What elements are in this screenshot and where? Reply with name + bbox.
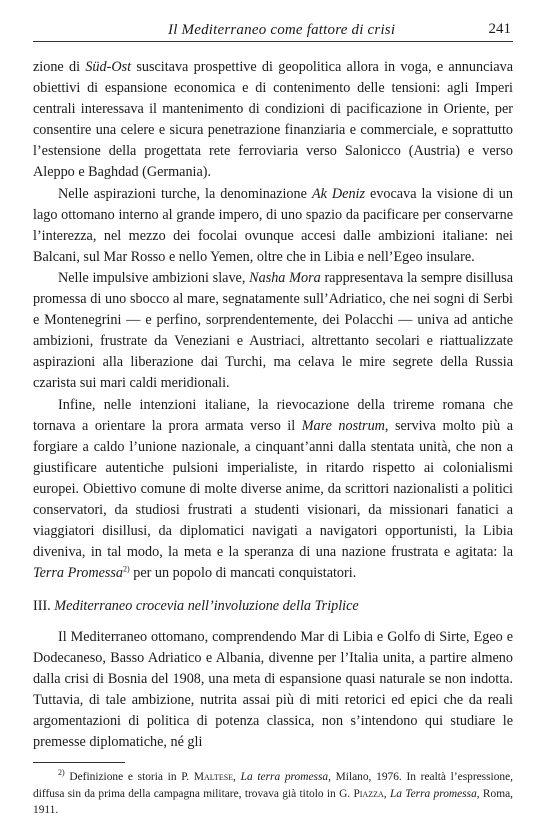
paragraph-3 xyxy=(33,268,513,395)
footnote-text: , Roma, 1911. xyxy=(33,787,513,816)
footnote-text: , xyxy=(233,771,241,783)
footnote-text: , Milano, 1976. In realtà l’espressione, diffusa sin da prima della campagna militare, trovava già titolo in G. xyxy=(33,771,513,800)
footnote-text: Definizione e storia in P. xyxy=(64,771,194,783)
footnote-text: , xyxy=(383,787,390,800)
text-run: per un popolo di mancati conquistatori. xyxy=(129,565,357,582)
paragraph-5: Il Mediterraneo ottomano, comprendendo Mar di Libia e Golfo di Sirte, Egeo e Dodecaneso, Basso Adriatico e Albania, divenne per l’Italia unita, a partire almeno dalla crisi di Bosnia del 1908, una meta di espansione quasi naturale se non indotta. Tuttavia, di tale ambizione, nutrita assai più di miti retorici ed epici che da reali argomentazioni di politica di potenza classica, non s’intendono qui studiare le premesse diplomatiche, né gli xyxy=(33,629,513,751)
body-text xyxy=(33,57,513,584)
section-number: III. xyxy=(33,598,51,614)
text-run: Nelle impulsive ambizioni slave, xyxy=(58,269,250,286)
italic-term: Nasha Mora xyxy=(249,269,321,286)
italic-term: Süd-Ost xyxy=(85,59,132,75)
footnote-author: Maltese xyxy=(193,771,234,783)
italic-term: Mare nostrum xyxy=(301,417,385,434)
section-heading xyxy=(33,596,513,617)
text-run: evocava la visione di un lago ottomano interno al grande impero, di uno spazio da pacificare per conservarne l’interezza, nel mezzo dei focolai ovunque accesi dalle ambizioni italiane: nei Balcani, sul Mar Rosso e nello Yemen, oltre che in Libia e nell’Egeo insulare. xyxy=(33,185,513,265)
footnote xyxy=(33,769,513,819)
text-run: suscitava prospettive di geopolitica allora in voga, e annunciava obiettivi di espansione economica e di contenimento delle tensioni: agli Imperi centrali interessava il mantenimento di condizioni di pacificazione in Oriente, per consentire una celere e sicura penetrazione finanziaria e commerciale, e soprattutto l’estensione della progettata rete ferroviaria verso Salonicco (Austria) e verso Aleppo e Baghdad (Germania). xyxy=(33,59,514,181)
section-title: Mediterraneo crocevia nell’involuzione della Triplice xyxy=(54,598,359,614)
footnote-rule xyxy=(33,762,125,763)
footnote-author: Piazza xyxy=(353,787,384,800)
text-run: Infine, nelle intenzioni italiane, la rievocazione della trireme romana che tornava a orientare la prora armata verso il xyxy=(33,396,513,434)
section-text xyxy=(33,627,513,754)
text-run: Nelle aspirazioni turche, la denominazione xyxy=(58,185,312,202)
footnote-work-title: La Terra promessa xyxy=(389,787,477,800)
text-run: zione di xyxy=(33,59,86,75)
italic-term: Ak Deniz xyxy=(311,185,366,202)
footnote-reference[interactable]: 2) xyxy=(123,564,130,574)
page-number: 241 xyxy=(488,21,511,37)
italic-term: Terra Promessa xyxy=(33,565,124,582)
footnote-marker: 2) xyxy=(58,768,65,778)
text-run: , serviva molto più a forgiare a caldo l’unione nazionale, a cinquant’anni dalla stentata unità, che non a giustificare autentiche pulsioni imperialiste, in ritardo rispetto ai colonialismi europei. Obiettivo comune di molte diverse anime, da scrittori nazionalisti a politici conservatori, da studiosi frustrati a studenti visionari, da missionari fanatici a viaggiatori disillusi, da diplomatici navigati a navigatori opportunisti, la Libia diveniva, in tal modo, la meta e la speranza di una nazione frustrata e agitata: la xyxy=(33,417,513,561)
running-title: Il Mediterraneo come fattore di crisi xyxy=(168,22,396,38)
footnote-work-title: La terra promessa xyxy=(240,771,329,783)
paragraph-1 xyxy=(33,57,513,184)
text-run: rappresentava la sempre disillusa promessa di uno sbocco al mare, segnatamente sull’Adriatico, che nei sogni di Serbi e Montenegrini — e perfino, sorprendentemente, dei Polacchi — univa ad antiche ambizioni, frustrate da Veneziani e Austriaci, altrettanto secolari e riattualizzate aspirazioni alla liberazione dai Turchi, ma celava le mire segrete della Russia czarista sui mari caldi meridionali. xyxy=(33,269,513,392)
paragraph-4 xyxy=(33,395,513,585)
running-header xyxy=(33,21,513,42)
paragraph-2 xyxy=(33,184,513,268)
